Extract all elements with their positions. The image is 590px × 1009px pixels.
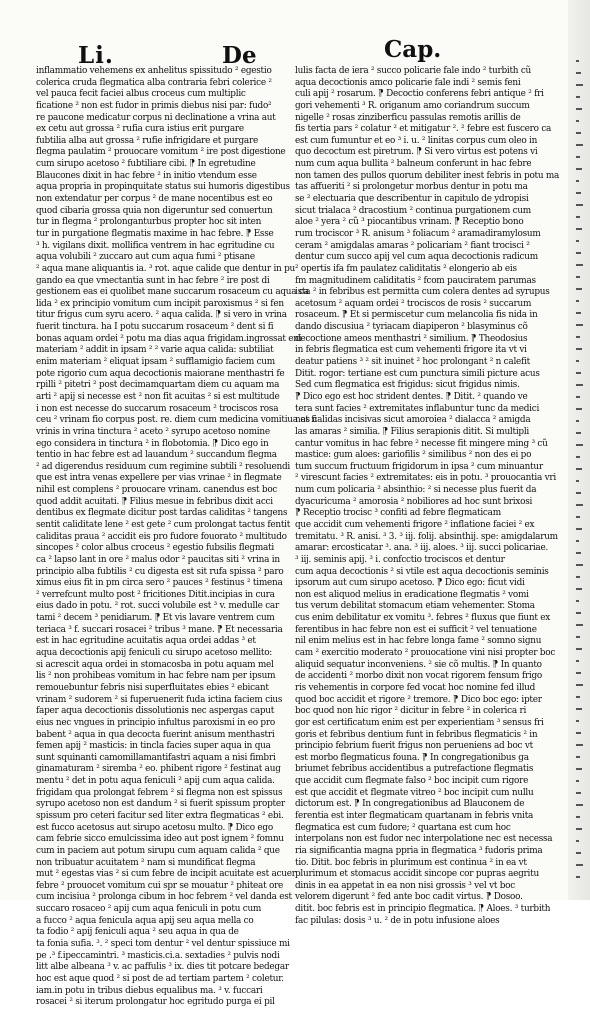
text-line: ximus eius fit in pm circa sero ² pauces ² festinus ² timena — [36, 578, 283, 589]
text-line: fac pilulas: dosis ³ u. ² de in potu infusione aloes — [295, 915, 500, 926]
text-line: culi apij ² rosarum. ⁋ Decoctio conferens febri antique ² fri — [295, 89, 544, 100]
text-line: eius dado in potu. ² rot. succi volubile est ³ v. medulle car — [36, 601, 279, 612]
edge-mark — [576, 840, 579, 842]
text-line: non tamen des pullos quorum debiliter inest febris in potu ma — [295, 170, 560, 181]
text-line: est in hac egritudine acuitatis aqua ordei addas ³ et — [36, 636, 256, 647]
text-line: re paucone medicatur corpus ni declinatione a vrina aut — [36, 112, 276, 123]
edge-mark — [576, 72, 581, 74]
edge-mark — [576, 672, 581, 674]
text-line: colerica cruda flegmatica alba contraria febri colerice ² — [36, 77, 272, 88]
edge-mark — [576, 576, 580, 578]
text-line: teriaca ³ f. succari rosacei ² tribus ³ mane. ⁋ Et necessaria — [36, 624, 283, 635]
edge-mark — [576, 132, 581, 134]
edge-mark — [576, 792, 581, 794]
text-line: aqua decoctionis amco policarie fale indi ² semis feni — [295, 77, 521, 88]
text-line: ta fonia sufia. ³. ² speci tom dentur ² vel dentur spissiuce mi — [36, 939, 290, 950]
text-line: fm magnitudinem caliditatis ² fcom pauciratem parumas — [295, 275, 536, 286]
text-line: lis ² non prohibeas vomitum in hac febre nam per ipsum — [36, 671, 276, 682]
text-line: aliquid sequatur inconveniens. ² sie cõ multis. ⁋ In quanto — [295, 659, 542, 670]
edge-mark — [576, 336, 580, 338]
edge-mark — [576, 492, 581, 494]
text-line: sincopes ² color albus croceus ² egestio fubsilis flegmati — [36, 543, 274, 554]
text-line: vrinis in vrina tinctura ² aceto ² syrupo acetoso nomine — [36, 426, 270, 437]
edge-mark — [576, 624, 583, 626]
text-line: dando discusiua ² tyriacam diapiperon ² blasyminus cõ — [295, 322, 528, 333]
text-line: lida ² ex principio vomitum cum incipit paroxismus ² si fen — [36, 298, 284, 309]
text-line: syrupo acetoso non est dandum ² si fuerit spissum propter — [36, 799, 285, 810]
text-line: dentibus ex flegmate dicitur post tardas caliditas ² tangens — [36, 508, 288, 519]
text-line: ipsorum aut cum sirupo acetoso. ⁋ Dico ego: ficut vidi — [295, 578, 525, 589]
edge-mark — [576, 84, 583, 86]
text-line: arti ² apij si necesse est ² non fit acuitas ² si est multitude — [36, 391, 280, 402]
edge-mark — [576, 876, 580, 878]
text-line: gestionem eas ei quolibet mane succarum rosaceum cu aqua ca — [36, 287, 309, 298]
edge-mark — [576, 528, 582, 530]
text-line: a fucco ² aqua fenicula aqua apij seu aqua mella co — [36, 915, 254, 926]
text-line: num cum policaria ² absinthio: ² si necesse plus fuerit da — [295, 485, 537, 496]
text-line: amarar: ercosticatar ³. ana. ³ iij. aloes. ³ iij. succi policariae. — [295, 543, 549, 554]
edge-mark — [576, 480, 579, 482]
text-line: de accidenti ² morbo dixit non vocat rigorem fensum frigo — [295, 671, 543, 682]
chapter-heading: Cap. — [384, 36, 442, 63]
text-line: se ² electuaria que describentur in capitulo de ydropisi — [295, 194, 529, 205]
text-line: ² ad digerendus residuum cum regimine subtili ² resoluendi — [36, 461, 290, 472]
text-line: babent ² aqua in qua decocta fuerint anisum menthastri — [36, 729, 275, 740]
edge-mark — [576, 768, 582, 770]
text-line: tum succum fructuum frigidorum in ipsa ² cum minuantur — [295, 461, 543, 472]
edge-mark — [576, 516, 580, 518]
text-line: cum in paciem aut potum sirupu cum aquam calida ² que — [36, 845, 280, 856]
text-line: enim materiam ² eliquat ipsam ² sufflamigio faciem cum — [36, 357, 275, 368]
edge-mark — [576, 156, 580, 158]
text-line: lulis facta de iera ² succo policarie fale indo ² turbith cũ — [295, 66, 532, 76]
facing-page-edge — [568, 0, 590, 900]
edge-mark — [576, 588, 582, 590]
text-line: nas calidas incisivas sicut amoroiea ² dialacca ² amigda — [295, 415, 531, 426]
edge-mark — [576, 204, 583, 206]
text-line: vrinam ² sudorem ² si fuperuenerit fuda ictina faciem cius — [36, 694, 283, 705]
edge-mark — [576, 360, 579, 362]
text-line: rpilli ² pitetri ² post decimamquartam diem cu aquam ma — [36, 380, 280, 391]
text-line: spissum pro ceteri facitur sed liter extra flegmaticas ² ebi. — [36, 811, 284, 821]
text-line: mut ² egestas vias ² si cum febre de incipit acuitate est acuer — [36, 869, 296, 880]
edge-mark — [576, 180, 579, 182]
text-line: ca ² lapso lant in ore ² malus odor ² paucitas siti ² vrina in — [36, 554, 280, 565]
edge-mark — [576, 312, 581, 314]
text-line: pote rigorio cum aqua decoctionis maiorane menthastri fe — [36, 368, 285, 379]
text-line: succaro rosaceo ² apij cum aqua feniculi in potu cum — [36, 904, 262, 915]
text-line: sunt squinanti camomillamantifastri aquam a nisi fimbri — [36, 752, 276, 763]
text-line: bonas aquam ordei ² potu ma dias aqua frigidam.ingrossat eni — [36, 333, 302, 344]
right-text-column — [295, 66, 560, 926]
text-line: faper aqua decoctionis dissolutionis nec aspergas caput — [36, 706, 275, 717]
text-line: in febris flegmatica est cum vehementi frigore ita vt vi — [295, 345, 527, 356]
text-line: ditit. boc febris est in principio flegmatica. ⁋ Aloes. ³ turbith — [295, 904, 551, 915]
text-line: tremitatu. ³ R. anisi. ³ 3. ³ iij. folij. absinthij. spe: amigdalarum — [295, 531, 558, 542]
edge-mark — [576, 648, 582, 650]
text-line: est que accidit et flegmate vitreo ² boc incipit cum nullu — [295, 787, 534, 798]
text-line: femen apij ² masticis: in tincla facies super aqua in qua — [36, 741, 271, 752]
text-line: briumet febribus accidentibus a putrefactione flegmatis — [295, 764, 534, 775]
text-line: eius nec vngues in principio infultus paroxismi in eo pro — [36, 717, 275, 728]
text-line: que accidit cum vehementi frigore ² inflatione faciei ² ex — [295, 519, 535, 530]
text-line: litt albe albeana ³ v. ac paffulis ³ ix. dies tit potcare bedegar — [36, 962, 289, 973]
text-line: cum sirupo acetoso ² fubtiliare cibi. ⁋ In egretudine — [36, 159, 256, 170]
edge-mark — [576, 756, 580, 758]
edge-mark — [576, 288, 582, 290]
edge-mark — [576, 852, 581, 854]
text-line: titur frigus cum syru acero. ² aqua calida. ⁋ si vero in vrina — [36, 310, 287, 321]
folio-number: Li. — [78, 42, 114, 69]
text-line: quod cibaria grossa quia non digeruntur sed conuertun — [36, 205, 273, 216]
text-line: gando ea que vmectantia sunt in hac febre ² ire post di — [36, 275, 270, 286]
text-line: deatur patiens ³ ² sit inuinet ² hoc prolongant ² n calefit — [295, 357, 530, 368]
edge-mark — [576, 432, 581, 434]
edge-mark — [576, 456, 580, 458]
edge-mark — [576, 192, 581, 194]
text-line: ⁋ Receptio trocisc ³ confiti ad febre flegmaticam — [295, 508, 501, 519]
text-line: sentit caliditate lene ² est gete ² cum prolongat tactus fentit — [36, 519, 291, 530]
text-line: tur in flegma ² prolonganturbus propter hoc sit inten — [36, 217, 262, 228]
text-line: ² opertis ifa fm paulatez caliditatis ² elongerio ab eis — [295, 263, 517, 274]
edge-mark — [576, 264, 583, 266]
text-line: tus verum debilitat stomacum etiam vehementer. Stoma — [295, 601, 535, 612]
text-line: mentu ² det in potu aqua feniculi ² apij cum aqua calida. — [36, 776, 275, 787]
text-line: fuerit tinctura. ha I potu succarum rosaceum ² dent si fi — [36, 322, 274, 333]
text-line: principio alba fubtilis ² cu digesta est sit rufa spissa ² paro — [36, 566, 284, 577]
text-line: ego considera in tinctura ² in flobotomia. ⁋ Dico ego in — [36, 438, 269, 449]
edge-mark — [576, 660, 579, 662]
text-line: si acrescit aqua ordei in stomacosba in potu aquam mel — [36, 659, 274, 670]
text-line: cum incisiua ² prolonga cibum in hoc febrem ² vel danda est — [36, 892, 292, 903]
text-line: fis tertia pars ² colatur ² et mitigatur ². ² febre est fuscero ca — [295, 124, 552, 135]
text-line: tami ² decem ³ penidiarum. ⁋ Et vis lavare ventrem cum — [36, 613, 275, 624]
text-line: ta fodio ² apij feniculi aqua ² seu aqua in qua de — [36, 927, 239, 938]
edge-mark — [576, 636, 580, 638]
edge-mark — [576, 372, 581, 374]
text-line: quod boc accidit et rigore ² tremore. ⁋ Dico boc ego: ipter — [295, 694, 542, 705]
text-line: i non est necesse do succarum rosaceum ² trociscos rosa — [36, 403, 279, 414]
text-line: goris et febribus dentium funt in febribus flegmaticis ² in — [295, 729, 538, 740]
edge-mark — [576, 564, 583, 566]
text-line: flegma paulatim ² prouocare vomitum ² ire post digestione — [36, 147, 286, 158]
text-line: acetosum ² aquam ordei ² trociscos de rosis ² succarum — [295, 298, 532, 309]
text-line: ficatione ² non est fudor in primis diebus nisi par: fudo² — [36, 100, 272, 111]
edge-mark — [576, 696, 580, 698]
text-line: rum trociscor ³ R. anisum ³ foliacum ² aramadiramylosum — [295, 228, 541, 239]
text-line: dictorum est. ⁋ In congregationibus ad Blauconem de — [295, 799, 525, 810]
text-line: est fucco acetosus aut sirupo acetosu multo. ⁋ Dico ego — [36, 822, 273, 833]
edge-mark — [576, 744, 583, 746]
edge-mark — [576, 816, 580, 818]
text-line: dyacuricuma ² amorosia ² nobiliores ad hoc sunt brixosi — [295, 496, 533, 507]
text-line: Ditit. rogor: tertiane est cum punctura simili picture acus — [295, 368, 540, 379]
text-line: que accidit cum flegmate falso ² boc incipit cum rigore — [295, 776, 529, 787]
edge-mark — [576, 408, 582, 410]
text-line: inflammatio vehemens ex anhelitus spissitudo ² egestio — [36, 66, 272, 76]
text-line: est cum fumuntur et eo ³ i. u. ² linitas corpus cum oleo in — [295, 135, 538, 146]
text-line: quod addit acuitati. ⁋ Filius mesue in febribus dixit acci — [36, 496, 273, 507]
text-line: est morbo flegmaticus founa. ⁋ In congregationibus ga — [295, 752, 529, 763]
edge-mark — [576, 240, 579, 242]
edge-mark — [576, 732, 581, 734]
text-line: interpolans non est fudor nec interpolatione nec est necessa — [295, 834, 553, 845]
edge-mark — [576, 396, 580, 398]
text-line: dinis in ea appetat in ea non nisi grossis ³ vel vt boc — [295, 880, 515, 891]
text-line: ginamaturam ² siremba ² eo. phibent rigore ² festinat aug — [36, 764, 281, 775]
text-line: aqua propria in propinquitate status sui humoris digestibus — [36, 182, 290, 193]
text-line: cam febrie sicco emulcissima ideo aut post ignem ² fomnu — [36, 834, 284, 845]
edge-mark — [576, 600, 579, 602]
text-line: plurimum et stomacus accidit sincope cor pupras aegritu — [295, 869, 539, 880]
text-line: ferentia est inter flegmaticam quartanam in febris vnita — [295, 811, 534, 821]
text-line: nil enim melius est in hac febre longa fame ² somno signu — [295, 636, 542, 647]
text-line: cam ² exercitio moderato ² prouocatione vini nisi propter boc — [295, 648, 556, 659]
edge-mark — [576, 552, 581, 554]
edge-mark — [576, 828, 582, 830]
edge-mark — [576, 864, 583, 866]
text-line: nigelle ² rosas zinziberficu passulas remotis arillis de — [295, 112, 521, 123]
text-line: Sed cum flegmatica est frigidus: sicut frigidus nimis. — [295, 380, 520, 391]
text-line: mastice: gum aloes: gariofilis ² similibus ² non des ei po — [295, 450, 532, 461]
text-line: quo decoctum est piretrum. ⁋ Si vero virtus est potens vi — [295, 147, 538, 158]
text-line: ³ h. vigilans dixit. mollifica ventrem in hac egritudine cu — [36, 240, 275, 251]
text-line: ² aqua mane aliquantis ia. ³ rot. aque calide que dentur in pu — [36, 263, 295, 274]
text-line: tas affueriti ² si prolongetur morbus dentur in potu ma — [295, 182, 528, 193]
text-line: aqua volubili ² zuccaro aut cum aqua fumi ² ptisane — [36, 252, 255, 263]
text-line: ris vehementis in corpore fed vocat hoc nomine fed illud — [295, 682, 536, 693]
edge-mark — [576, 300, 579, 302]
text-line: iam.in potu in tribus diebus equalibus ma. ³ v. fuccari — [36, 985, 263, 996]
edge-mark — [576, 444, 583, 446]
edge-mark — [576, 108, 582, 110]
text-line: ceram ² amigdalas amaras ² policariam ² fiant trocisci ² — [295, 240, 530, 251]
edge-mark — [576, 504, 583, 506]
text-line: aqua decoctionis apij feniculi cu sirupo acetoso mellito: — [36, 648, 273, 659]
text-line: flegmatica est cum fudore; ² quartana est cum hoc — [295, 822, 511, 833]
text-line: pe .³ f.ipeccamintri. ³ masticis.ci.a. sextadies ² pulvis nodi — [36, 950, 280, 961]
text-line: materiam ² addit in ipsam ² ² varie aqua calida: subtiliat — [36, 345, 274, 356]
text-line: ria significantia magna ppria in flegmatica ³ fudoris prima — [295, 845, 543, 856]
edge-mark — [576, 804, 583, 806]
text-line: aloe ² yera ² cũ ³ piocantibus vrinam. ⁋ Receptio bono — [295, 217, 524, 228]
edge-mark — [576, 216, 580, 218]
edge-mark — [576, 720, 579, 722]
text-line: num cum aqua bullita ² balneum conferunt in hac febre — [295, 159, 532, 170]
text-line: ceu ² vrinam fio corpus post. re. diem cum medicina vomitiua et fi — [36, 415, 317, 426]
text-line: ³ iij. seminis apij. ³ i. confcctio trociscos et dentur — [295, 554, 505, 565]
text-line: Blaucones dixit in hac febre ² in initio vtendum esse — [36, 170, 257, 181]
edge-mark — [576, 120, 579, 122]
text-line: ⁋ Dico ego est hoc strident dentes. ⁋ Ditit. ² quando ve — [295, 391, 528, 402]
text-line: tur in purgatione flegmatis maxime in hac febre. ⁋ Esse — [36, 228, 274, 239]
text-line: principio febrium fuerit frigus non perueniens ad boc vt — [295, 741, 533, 752]
edge-mark — [576, 384, 583, 386]
text-line: gori vehementi ³ R. origanum amo coriandrum succum — [295, 100, 530, 111]
text-line: cus enim debilitatur ex vomitu ³. febres ² fluxus que fiunt ex — [295, 613, 551, 624]
text-line: non est aliquod melius in eradicatione flegmatis ² vomi — [295, 589, 529, 600]
text-line: caliditas praua ² accidit eis pro fudore fouorato ² multitudo — [36, 531, 287, 542]
text-line: ferentibus in hac febre non est ei sufficit ² vel tenuatione — [295, 624, 537, 635]
text-line: cantur vomitus in hac febre ² necesse fit mingere ming ³ cũ — [295, 438, 548, 449]
text-line: las amaras ² similia. ⁋ Filius serapionis ditit. Si multipli — [295, 426, 530, 437]
text-line: velorem digerunt ² fed ante boc cadit virtus. ⁋ Dosoo. — [295, 892, 523, 903]
running-title: De — [222, 42, 257, 69]
text-line: rosaceum. ⁋ Et si permiscetur cum melancolia fis nida in — [295, 310, 538, 321]
text-line: cum aqua decoctionis ² si vtile est aqua decoctionis seminis — [295, 566, 549, 577]
edge-mark — [576, 228, 582, 230]
edge-mark — [576, 60, 579, 62]
edge-mark — [576, 780, 579, 782]
text-line: fubtilia alba aut grossa ² rufie infrigidare et purgare — [36, 135, 258, 146]
text-line: non extendatur per corpus ² de mane nocentibus est eo — [36, 194, 273, 205]
edge-mark — [576, 540, 579, 542]
text-line: ista ² in febribus est permitta cum colera dentes ad syrupus — [295, 287, 550, 298]
text-line: non tribuatur acuitatem ² nam si mundificat flegma — [36, 857, 256, 868]
text-line: sicut trialaca ² dracostium ² continua purgationem cum — [295, 205, 531, 216]
edge-mark — [576, 708, 582, 710]
text-line: boc quod non hic rigor ² dicitur in febre ² in colerica ri — [295, 706, 527, 717]
text-line: ² verrefcunt multo post ² fricitiones Ditit.incipias in cura — [36, 589, 275, 600]
edge-mark — [576, 252, 581, 254]
edge-mark — [576, 168, 582, 170]
text-line: tentio in hac febre est ad lauandum ² succandum flegma — [36, 450, 277, 461]
text-line: remouebuntur febris nisi superfluitates ebies ² ebicant — [36, 682, 269, 693]
text-line: nihil est complens ² prouocare vrinam. canendus est boc — [36, 485, 278, 496]
edge-mark — [576, 276, 580, 278]
edge-mark — [576, 324, 583, 326]
text-line: ex cetu aut grossa ² rufia cura istius erit purgare — [36, 124, 244, 135]
text-line: dentur cum succo apij vel cum aqua decoctionis radicum — [295, 252, 538, 263]
edge-mark — [576, 348, 582, 350]
text-line: decoctione ameos menthastri ² similium. ⁋ Theodosius — [295, 333, 528, 344]
text-line: gor est certificatum enim est per experientiam ³ sensus fri — [295, 717, 544, 728]
text-line: frigidam qua prolongat febrem ² si flegma non est spissus — [36, 787, 283, 798]
text-line: febre ² prouocet vomitum cui spr se mouatur ² phiteat ore — [36, 880, 284, 891]
text-line: rosacei ² si iterum prolongatur hoc egritudo purga ei pil — [36, 997, 275, 1008]
text-line: que est intra venas expellere per vias vrinae ² in flegmate — [36, 473, 282, 484]
edge-mark — [576, 144, 583, 146]
text-line: hoc est aque quod ² si post de ad tertiam partem ² coletur. — [36, 973, 284, 984]
edge-mark — [576, 612, 581, 614]
text-line: vel pauca fecit faciei albus croceus cum multiplic — [36, 89, 246, 100]
edge-mark — [576, 468, 582, 470]
edge-mark — [576, 684, 583, 686]
edge-mark — [576, 420, 579, 422]
text-line: ² virescunt facies ² extremitates: eis in potu. ³ prouocantia vri — [295, 473, 556, 484]
text-line: tio. Ditit. boc febris in plurimum est continua ² in ea vt — [295, 857, 527, 868]
edge-mark — [576, 96, 580, 98]
left-text-column — [36, 66, 317, 1008]
text-line: tera sunt facies ² extremitates inflabuntur tunc da medici — [295, 403, 540, 414]
